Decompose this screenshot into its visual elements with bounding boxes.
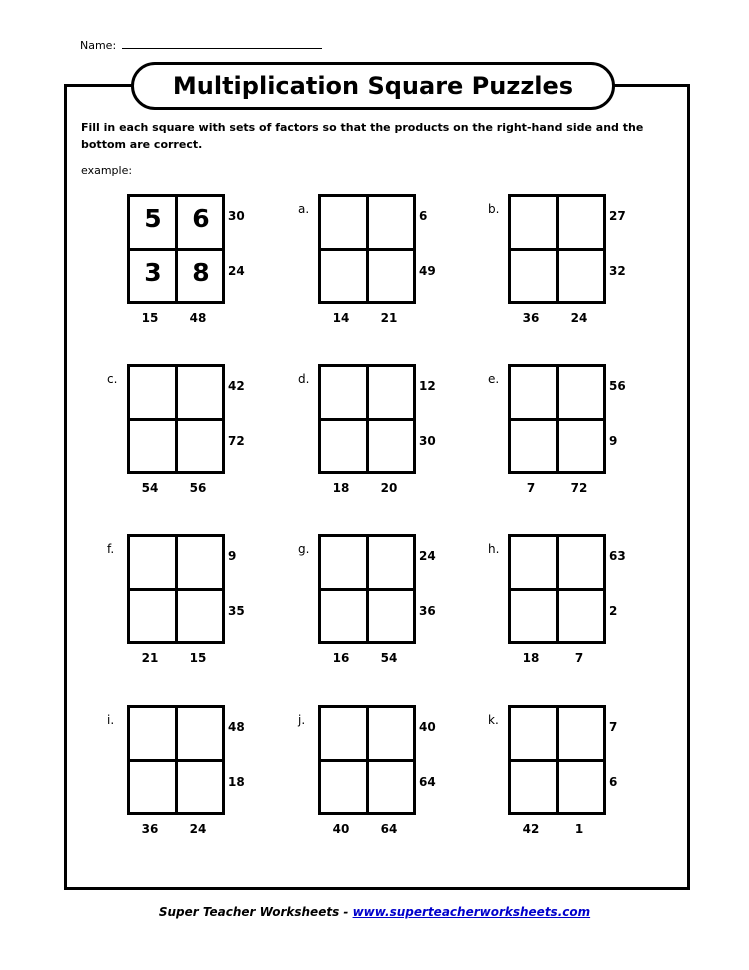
puzzle-letter: i. <box>107 713 115 727</box>
grid-divider-horizontal <box>511 759 603 762</box>
example-bottom-product-2: 48 <box>189 311 207 325</box>
right-product-1: 27 <box>609 209 626 223</box>
bottom-product-2: 21 <box>380 311 398 325</box>
puzzle-b <box>488 194 628 334</box>
right-product-2: 49 <box>419 264 436 278</box>
puzzle-a <box>298 194 438 334</box>
example-right-product-2: 24 <box>228 264 245 278</box>
bottom-product-1: 42 <box>522 822 540 836</box>
puzzle-f <box>107 534 247 674</box>
example-right-product-1: 30 <box>228 209 245 223</box>
bottom-product-1: 16 <box>332 651 350 665</box>
puzzle-letter: b. <box>488 202 500 216</box>
right-product-2: 18 <box>228 775 245 789</box>
puzzle-letter: d. <box>298 372 310 386</box>
right-product-2: 6 <box>609 775 618 789</box>
right-product-2: 72 <box>228 434 245 448</box>
grid-divider-horizontal <box>130 248 222 251</box>
puzzle-letter: c. <box>107 372 118 386</box>
right-product-1: 7 <box>609 720 618 734</box>
bottom-product-1: 40 <box>332 822 350 836</box>
right-product-1: 40 <box>419 720 436 734</box>
title-banner <box>131 62 615 110</box>
puzzle-d <box>298 364 438 504</box>
right-product-1: 6 <box>419 209 428 223</box>
grid-divider-horizontal <box>511 248 603 251</box>
right-product-2: 2 <box>609 604 618 618</box>
right-product-2: 32 <box>609 264 626 278</box>
right-product-2: 36 <box>419 604 436 618</box>
footer-separator: - <box>339 905 353 919</box>
puzzle-h <box>488 534 628 674</box>
footer <box>0 905 749 919</box>
bottom-product-1: 18 <box>332 481 350 495</box>
puzzle-k <box>488 705 628 845</box>
right-product-1: 12 <box>419 379 436 393</box>
example-cell-top-left: 5 <box>144 204 162 233</box>
puzzle-letter: g. <box>298 542 310 556</box>
right-product-1: 48 <box>228 720 245 734</box>
puzzle-grid[interactable] <box>508 364 606 474</box>
name-label: Name: <box>80 39 117 52</box>
puzzle-j <box>298 705 438 845</box>
right-product-1: 9 <box>228 549 237 563</box>
grid-divider-horizontal <box>321 418 413 421</box>
bottom-product-2: 72 <box>570 481 588 495</box>
puzzle-grid[interactable] <box>127 364 225 474</box>
grid-divider-horizontal <box>321 759 413 762</box>
example-cell-bottom-left: 3 <box>144 258 162 287</box>
footer-brand: Super Teacher Worksheets <box>158 905 340 919</box>
bottom-product-1: 36 <box>141 822 159 836</box>
puzzle-grid[interactable] <box>318 364 416 474</box>
grid-divider-horizontal <box>511 588 603 591</box>
right-product-1: 63 <box>609 549 626 563</box>
puzzle-e <box>488 364 628 504</box>
grid-divider-horizontal <box>321 248 413 251</box>
puzzle-grid[interactable] <box>508 194 606 304</box>
right-product-1: 56 <box>609 379 626 393</box>
bottom-product-2: 20 <box>380 481 398 495</box>
footer-link[interactable]: www.superteacherworksheets.com <box>352 905 591 919</box>
bottom-product-1: 21 <box>141 651 159 665</box>
puzzle-grid[interactable] <box>127 705 225 815</box>
example-label: example: <box>81 164 133 177</box>
right-product-2: 9 <box>609 434 618 448</box>
puzzle-letter: f. <box>107 542 115 556</box>
puzzle-i <box>107 705 247 845</box>
example-cell-top-right: 6 <box>192 204 210 233</box>
bottom-product-2: 1 <box>574 822 584 836</box>
puzzle-grid[interactable] <box>318 705 416 815</box>
puzzle-letter: h. <box>488 542 500 556</box>
bottom-product-2: 64 <box>380 822 398 836</box>
example-grid <box>127 194 225 304</box>
puzzle-letter: k. <box>488 713 499 727</box>
bottom-product-2: 24 <box>189 822 207 836</box>
bottom-product-2: 54 <box>380 651 398 665</box>
puzzle-grid[interactable] <box>508 534 606 644</box>
right-product-2: 64 <box>419 775 436 789</box>
grid-divider-horizontal <box>130 588 222 591</box>
right-product-1: 42 <box>228 379 245 393</box>
puzzle-letter: e. <box>488 372 500 386</box>
puzzle-g <box>298 534 438 674</box>
name-blank-line[interactable] <box>122 38 322 49</box>
bottom-product-2: 24 <box>570 311 588 325</box>
bottom-product-1: 54 <box>141 481 159 495</box>
bottom-product-1: 18 <box>522 651 540 665</box>
puzzle-grid[interactable] <box>127 534 225 644</box>
bottom-product-2: 7 <box>574 651 584 665</box>
right-product-2: 35 <box>228 604 245 618</box>
puzzle-grid[interactable] <box>508 705 606 815</box>
bottom-product-2: 15 <box>189 651 207 665</box>
puzzle-grid[interactable] <box>318 534 416 644</box>
grid-divider-horizontal <box>130 759 222 762</box>
bottom-product-1: 7 <box>526 481 536 495</box>
right-product-2: 30 <box>419 434 436 448</box>
grid-divider-horizontal <box>511 418 603 421</box>
example-bottom-product-1: 15 <box>141 311 159 325</box>
grid-divider-horizontal <box>130 418 222 421</box>
bottom-product-2: 56 <box>189 481 207 495</box>
puzzle-grid[interactable] <box>318 194 416 304</box>
puzzle-c <box>107 364 247 504</box>
name-field <box>80 38 322 52</box>
example-cell-bottom-right: 8 <box>192 258 210 287</box>
instructions: Fill in each square with sets of factors so that the products on the right-hand side and the bottom are correct. <box>81 121 644 151</box>
page-title: Multiplication Square Puzzles <box>172 72 574 100</box>
example-puzzle <box>127 194 247 334</box>
bottom-product-1: 14 <box>332 311 350 325</box>
right-product-1: 24 <box>419 549 436 563</box>
puzzle-letter: a. <box>298 202 310 216</box>
bottom-product-1: 36 <box>522 311 540 325</box>
puzzle-letter: j. <box>298 713 306 727</box>
grid-divider-horizontal <box>321 588 413 591</box>
